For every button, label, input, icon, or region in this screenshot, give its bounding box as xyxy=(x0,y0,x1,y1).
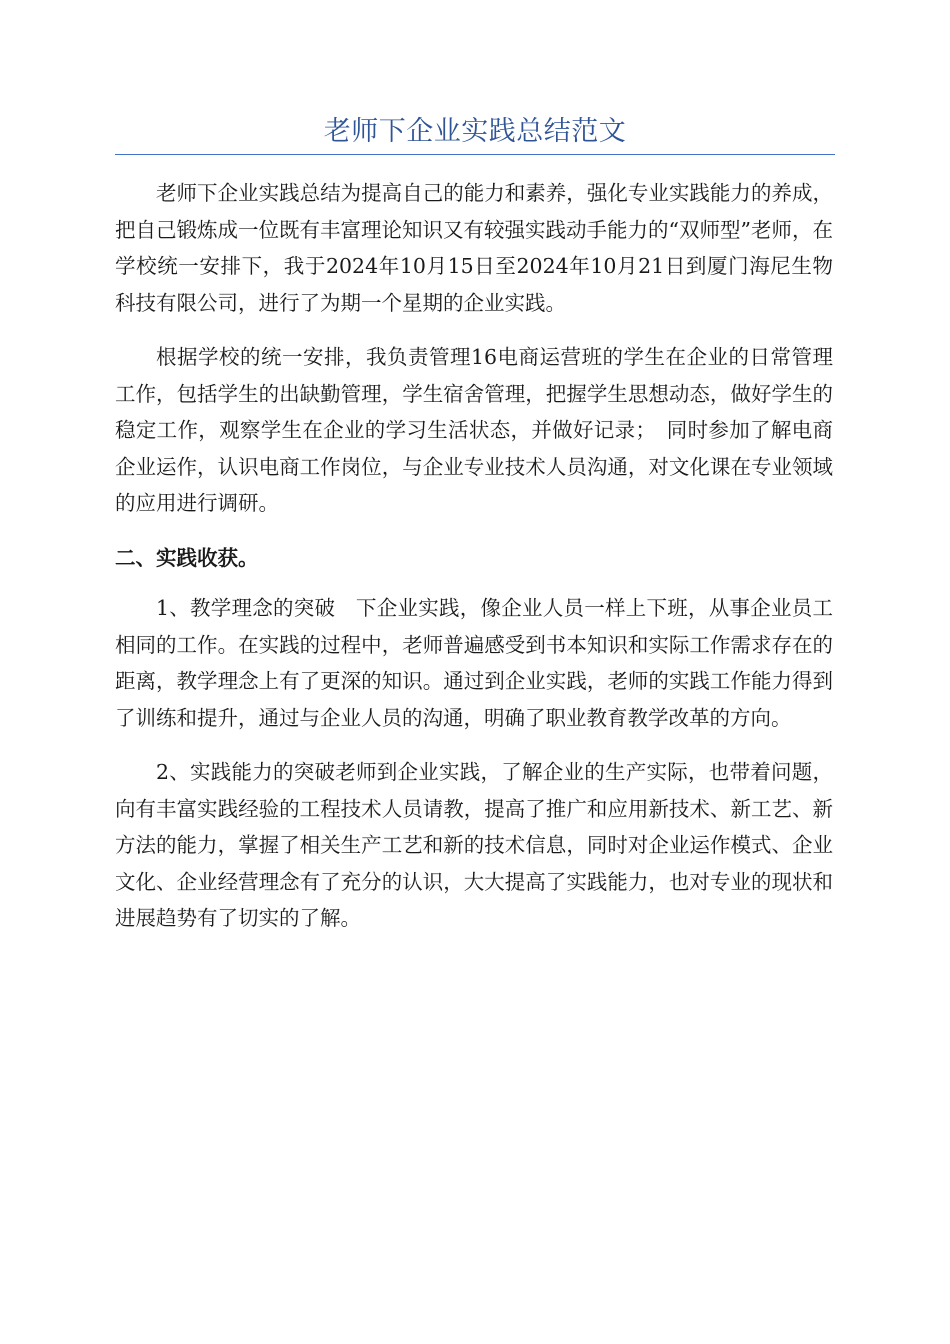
title-divider xyxy=(115,154,835,155)
page-title: 老师下企业实践总结范文 xyxy=(323,116,627,147)
intro-paragraph: 老师下企业实践总结为提高自己的能力和素养，强化专业实践能力的养成，把自己锻炼成一位既有丰富理论知识又有较强实践动手能力的“双师型”老师，在学校统一安排下，我于2024年10月15日至2024年10月21日到厦门海尼生物科技有限公司，进行了为期一个星期的企业实践。 xyxy=(115,181,833,315)
duties-paragraph: 根据学校的统一安排，我负责管理16电商运营班的学生在企业的日常管理工作，包括学生的出缺勤管理，学生宿舍管理，把握学生思想动态，做好学生的稳定工作，观察学生在企业的学习生活状态，并做好记录； 同时参加了解电商企业运作，认识电商工作岗位，与企业专业技术人员沟通，对文化课在专业领域的应用进行调研。 xyxy=(115,345,833,515)
document-body xyxy=(115,175,833,955)
gain-paragraph-1: 1、教学理念的突破 下企业实践，像企业人员一样上下班，从事企业员工相同的工作。在实践的过程中，老师普遍感受到书本知识和实际工作需求存在的距离，教学理念上有了更深的知识。通过到企业实践，老师的实践工作能力得到了训练和提升，通过与企业人员的沟通，明确了职业教育教学改革的方向。 xyxy=(115,596,833,730)
gain-paragraph-2: 2、实践能力的突破老师到企业实践，了解企业的生产实际，也带着问题，向有丰富实践经验的工程技术人员请教，提高了推广和应用新技术、新工艺、新方法的能力，掌握了相关生产工艺和新的技术信息，同时对企业运作模式、企业文化、企业经营理念有了充分的认识，大大提高了实践能力，也对专业的现状和进展趋势有了切实的了解。 xyxy=(115,760,833,930)
section-heading: 二、实践收获。 xyxy=(115,545,259,570)
